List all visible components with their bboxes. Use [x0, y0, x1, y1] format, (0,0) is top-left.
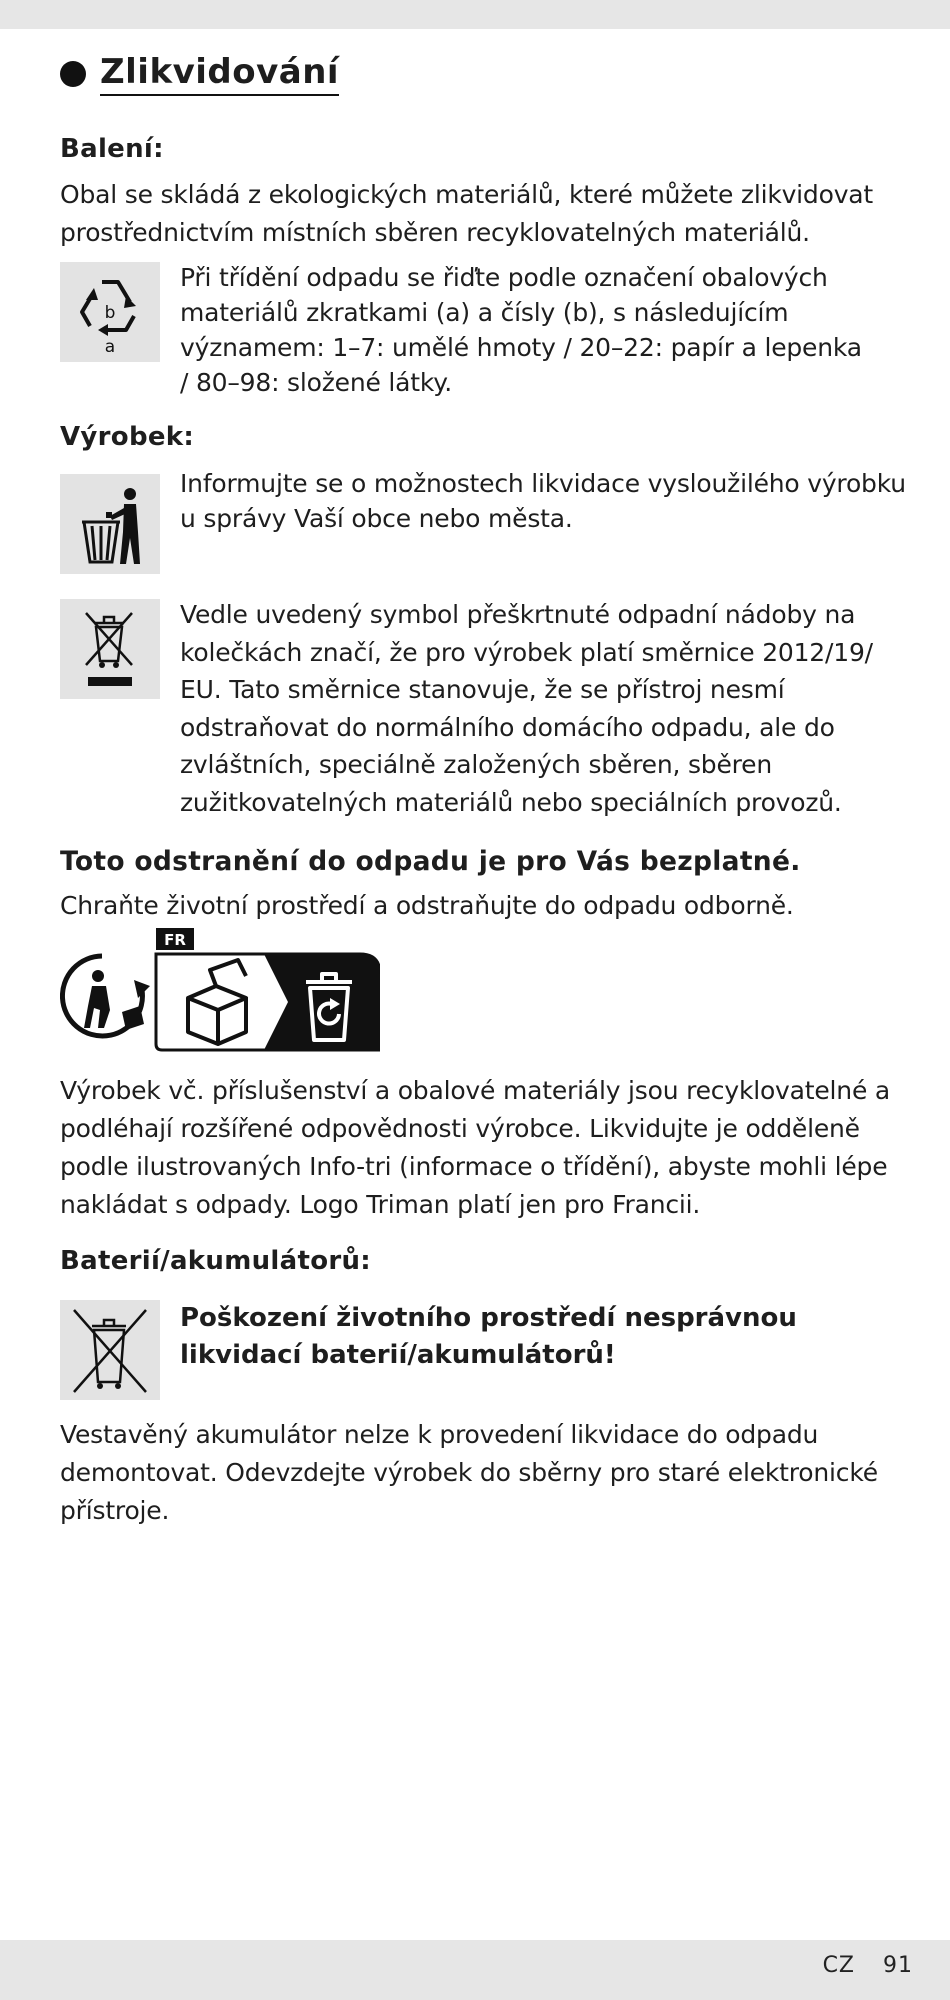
text-line: podle ilustrovaných Info-tri (informace o třídění), abyste mohli lépe [60, 1152, 888, 1181]
recycle-label-a: a [104, 337, 116, 357]
text-line: přístroje. [60, 1496, 170, 1525]
footer-language: CZ [822, 1953, 855, 1978]
text-line: Informujte se o možnostech likvidace vysloužilého výrobku [180, 469, 906, 498]
packaging-code-text [180, 260, 862, 400]
section-title [60, 52, 339, 96]
text-line: Vedle uvedený symbol přeškrtnuté odpadní nádoby na [180, 600, 856, 629]
battery-warning [180, 1300, 797, 1374]
environment-care-text: Chraňte životní prostředí a odstraňujte do odpadu odborně. [60, 891, 794, 920]
text-line: významem: 1–7: umělé hmoty / 20–22: papír a lepenka [180, 333, 862, 362]
packaging-text [60, 176, 873, 252]
product-heading: Výrobek: [60, 422, 195, 452]
text-line: zužitkovatelných materiálů nebo speciálních provozů. [180, 787, 842, 817]
warning-line: likvidací baterií/akumulátorů! [180, 1340, 616, 1370]
text-line: u správy Vaší obce nebo města. [180, 504, 573, 533]
page-footer [823, 1953, 913, 1978]
battery-heading: Baterií/akumulátorů: [60, 1246, 371, 1276]
text-line: Výrobek vč. příslušenství a obalové materiály jsou recyklovatelné a [60, 1076, 890, 1105]
battery-text [60, 1416, 878, 1530]
product-info-text [180, 466, 906, 536]
text-line: Při třídění odpadu se řiďte podle označení obalových [180, 263, 828, 292]
free-disposal-heading: Toto odstranění do odpadu je pro Vás bezplatné. [60, 846, 801, 877]
text-line: podléhají rozšířené odpovědnosti výrobce. Likvidujte je odděleně [60, 1114, 860, 1143]
weee-text [180, 596, 873, 821]
triman-info-tri-logos [60, 928, 380, 1053]
text-line: demontovat. Odevzdejte výrobek do sběrny pro staré elektronické [60, 1458, 878, 1487]
page-number: 91 [883, 1953, 913, 1978]
text-line: EU. Tato směrnice stanovuje, že se přístroj nesmí [180, 675, 785, 704]
trash-disposal-icon [60, 474, 160, 574]
packaging-heading: Balení: [60, 134, 164, 164]
info-tri-box [156, 928, 380, 1050]
warning-line: Poškození životního prostředí nesprávnou [180, 1303, 797, 1333]
text-line: zvláštních, speciálně založených sběren, sběren [180, 750, 773, 779]
text-line: Vestavěný akumulátor nelze k provedení likvidace do odpadu [60, 1420, 819, 1449]
fr-badge: FR [164, 931, 186, 949]
text-line: Obal se skládá z ekologických materiálů, které můžete zlikvidovat [60, 180, 874, 209]
footer-band [0, 1940, 950, 2000]
text-line: / 80–98: složené látky. [180, 368, 453, 397]
text-line: prostřednictvím místních sběren recyklovatelných materiálů. [60, 218, 810, 247]
page-title: Zlikvidování [100, 52, 339, 96]
text-line: odstraňovat do normálního domácího odpadu, ale do [180, 712, 835, 742]
recycling-code-icon [60, 262, 160, 362]
text-line: kolečkách značí, že pro výrobek platí směrnice 2012/19/ [180, 637, 873, 667]
recycle-label-b: b [104, 303, 116, 323]
weee-crossed-bin-icon [60, 599, 160, 699]
text-line: materiálů zkratkami (a) a čísly (b), s následujícím [180, 298, 789, 327]
triman-icon [62, 956, 150, 1036]
bullet-icon [60, 61, 86, 87]
top-band [0, 0, 950, 29]
triman-text [60, 1072, 890, 1224]
text-line: nakládat s odpady. Logo Triman platí jen pro Francii. [60, 1190, 701, 1219]
battery-crossed-bin-icon [60, 1300, 160, 1400]
